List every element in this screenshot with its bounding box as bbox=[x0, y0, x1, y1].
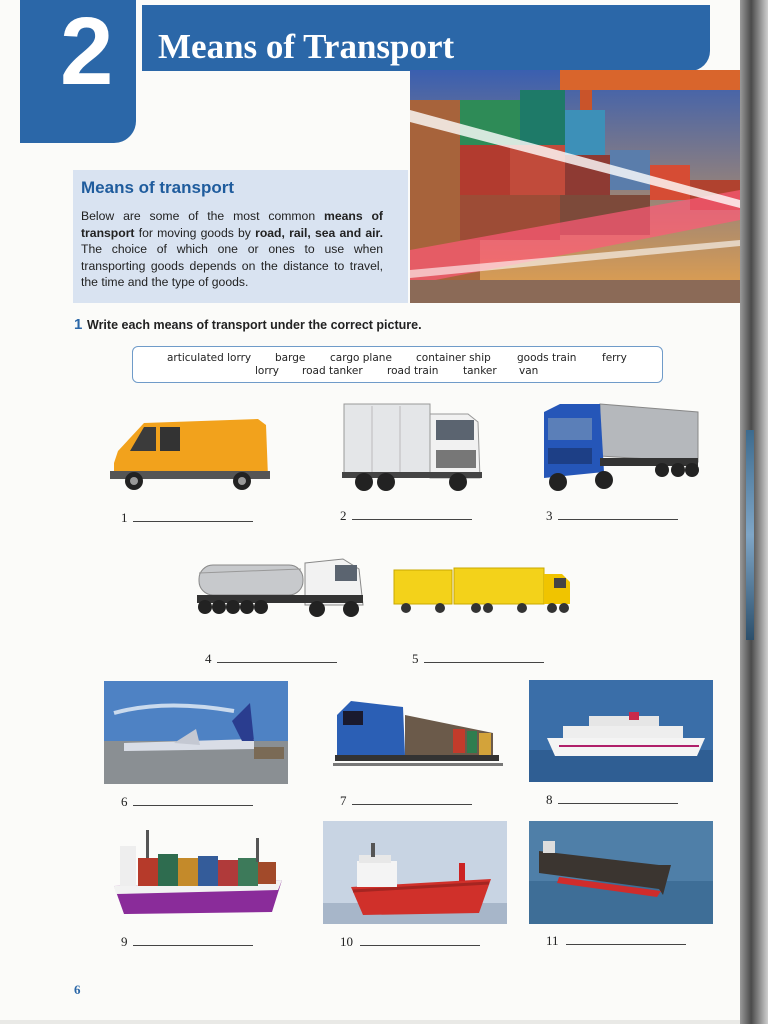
answer-number-7: 7 bbox=[340, 793, 347, 808]
answer-number-8: 8 bbox=[546, 792, 553, 807]
answer-line-6[interactable] bbox=[133, 805, 253, 806]
road-train-icon bbox=[392, 566, 574, 616]
answer-line-9[interactable] bbox=[133, 945, 253, 946]
tanker-icon bbox=[323, 821, 507, 924]
word-bank-item: container ship bbox=[416, 352, 491, 364]
answer-line-1[interactable] bbox=[133, 521, 253, 522]
word-bank-item: road train bbox=[387, 365, 439, 377]
word-bank-item: ferry bbox=[602, 352, 627, 364]
intro-bold-1: means of transport bbox=[81, 209, 383, 240]
page-number: 6 bbox=[74, 982, 81, 997]
barge-icon bbox=[529, 821, 713, 924]
answer-line-11[interactable] bbox=[566, 944, 686, 945]
articulated-lorry-icon bbox=[540, 400, 700, 496]
unit-number: 2 bbox=[60, 0, 114, 105]
word-bank-item: articulated lorry bbox=[167, 352, 252, 364]
intro-paragraph bbox=[81, 208, 383, 291]
word-bank bbox=[132, 346, 663, 383]
word-bank-item: lorry bbox=[255, 365, 280, 377]
answer-line-5[interactable] bbox=[424, 662, 544, 663]
answer-number-10: 10 bbox=[340, 934, 353, 949]
answer-line-3[interactable] bbox=[558, 519, 678, 520]
page-title: Means of Transport bbox=[158, 27, 455, 66]
cargo-plane-icon bbox=[104, 681, 288, 784]
answer-number-11: 11 bbox=[546, 933, 559, 948]
word-bank-item: goods train bbox=[517, 352, 577, 364]
exercise-number: 1 bbox=[74, 316, 83, 333]
word-bank-item: van bbox=[519, 365, 539, 377]
answer-line-10[interactable] bbox=[360, 945, 480, 946]
answer-number-3: 3 bbox=[546, 508, 553, 523]
container-ship-icon bbox=[112, 828, 284, 918]
word-bank-item: road tanker bbox=[302, 365, 363, 377]
answer-number-9: 9 bbox=[121, 934, 128, 949]
spine-strip bbox=[746, 430, 754, 640]
intro-text-2: for moving goods by bbox=[134, 225, 256, 240]
intro-bold-2: road, rail, sea and air. bbox=[255, 225, 383, 240]
exercise-instruction: Write each means of transport under the correct picture. bbox=[87, 318, 422, 332]
answer-number-4: 4 bbox=[205, 651, 212, 666]
ferry-icon bbox=[529, 680, 713, 782]
intro-text-3: The choice of which one or ones to use when transporting goods depends on the distance to travel, the time and the type of goods. bbox=[81, 242, 383, 289]
answer-line-2[interactable] bbox=[352, 519, 472, 520]
word-bank-item: cargo plane bbox=[330, 352, 392, 364]
intro-text-1: Below are some of the most common bbox=[81, 209, 324, 223]
answer-line-7[interactable] bbox=[352, 804, 472, 805]
word-bank-item: barge bbox=[275, 352, 306, 364]
lorry-icon bbox=[342, 400, 486, 494]
answer-number-5: 5 bbox=[412, 651, 419, 666]
answer-number-1: 1 bbox=[121, 510, 128, 525]
answer-number-2: 2 bbox=[340, 508, 347, 523]
word-bank-item: tanker bbox=[463, 365, 497, 377]
intro-heading: Means of transport bbox=[81, 178, 235, 197]
van-icon bbox=[108, 415, 272, 493]
answer-line-4[interactable] bbox=[217, 662, 337, 663]
answer-number-6: 6 bbox=[121, 794, 128, 809]
road-tanker-icon bbox=[193, 555, 367, 621]
container-port-photo bbox=[410, 70, 740, 303]
book-spine bbox=[740, 0, 768, 1024]
goods-train-icon bbox=[333, 695, 503, 769]
answer-line-8[interactable] bbox=[558, 803, 678, 804]
